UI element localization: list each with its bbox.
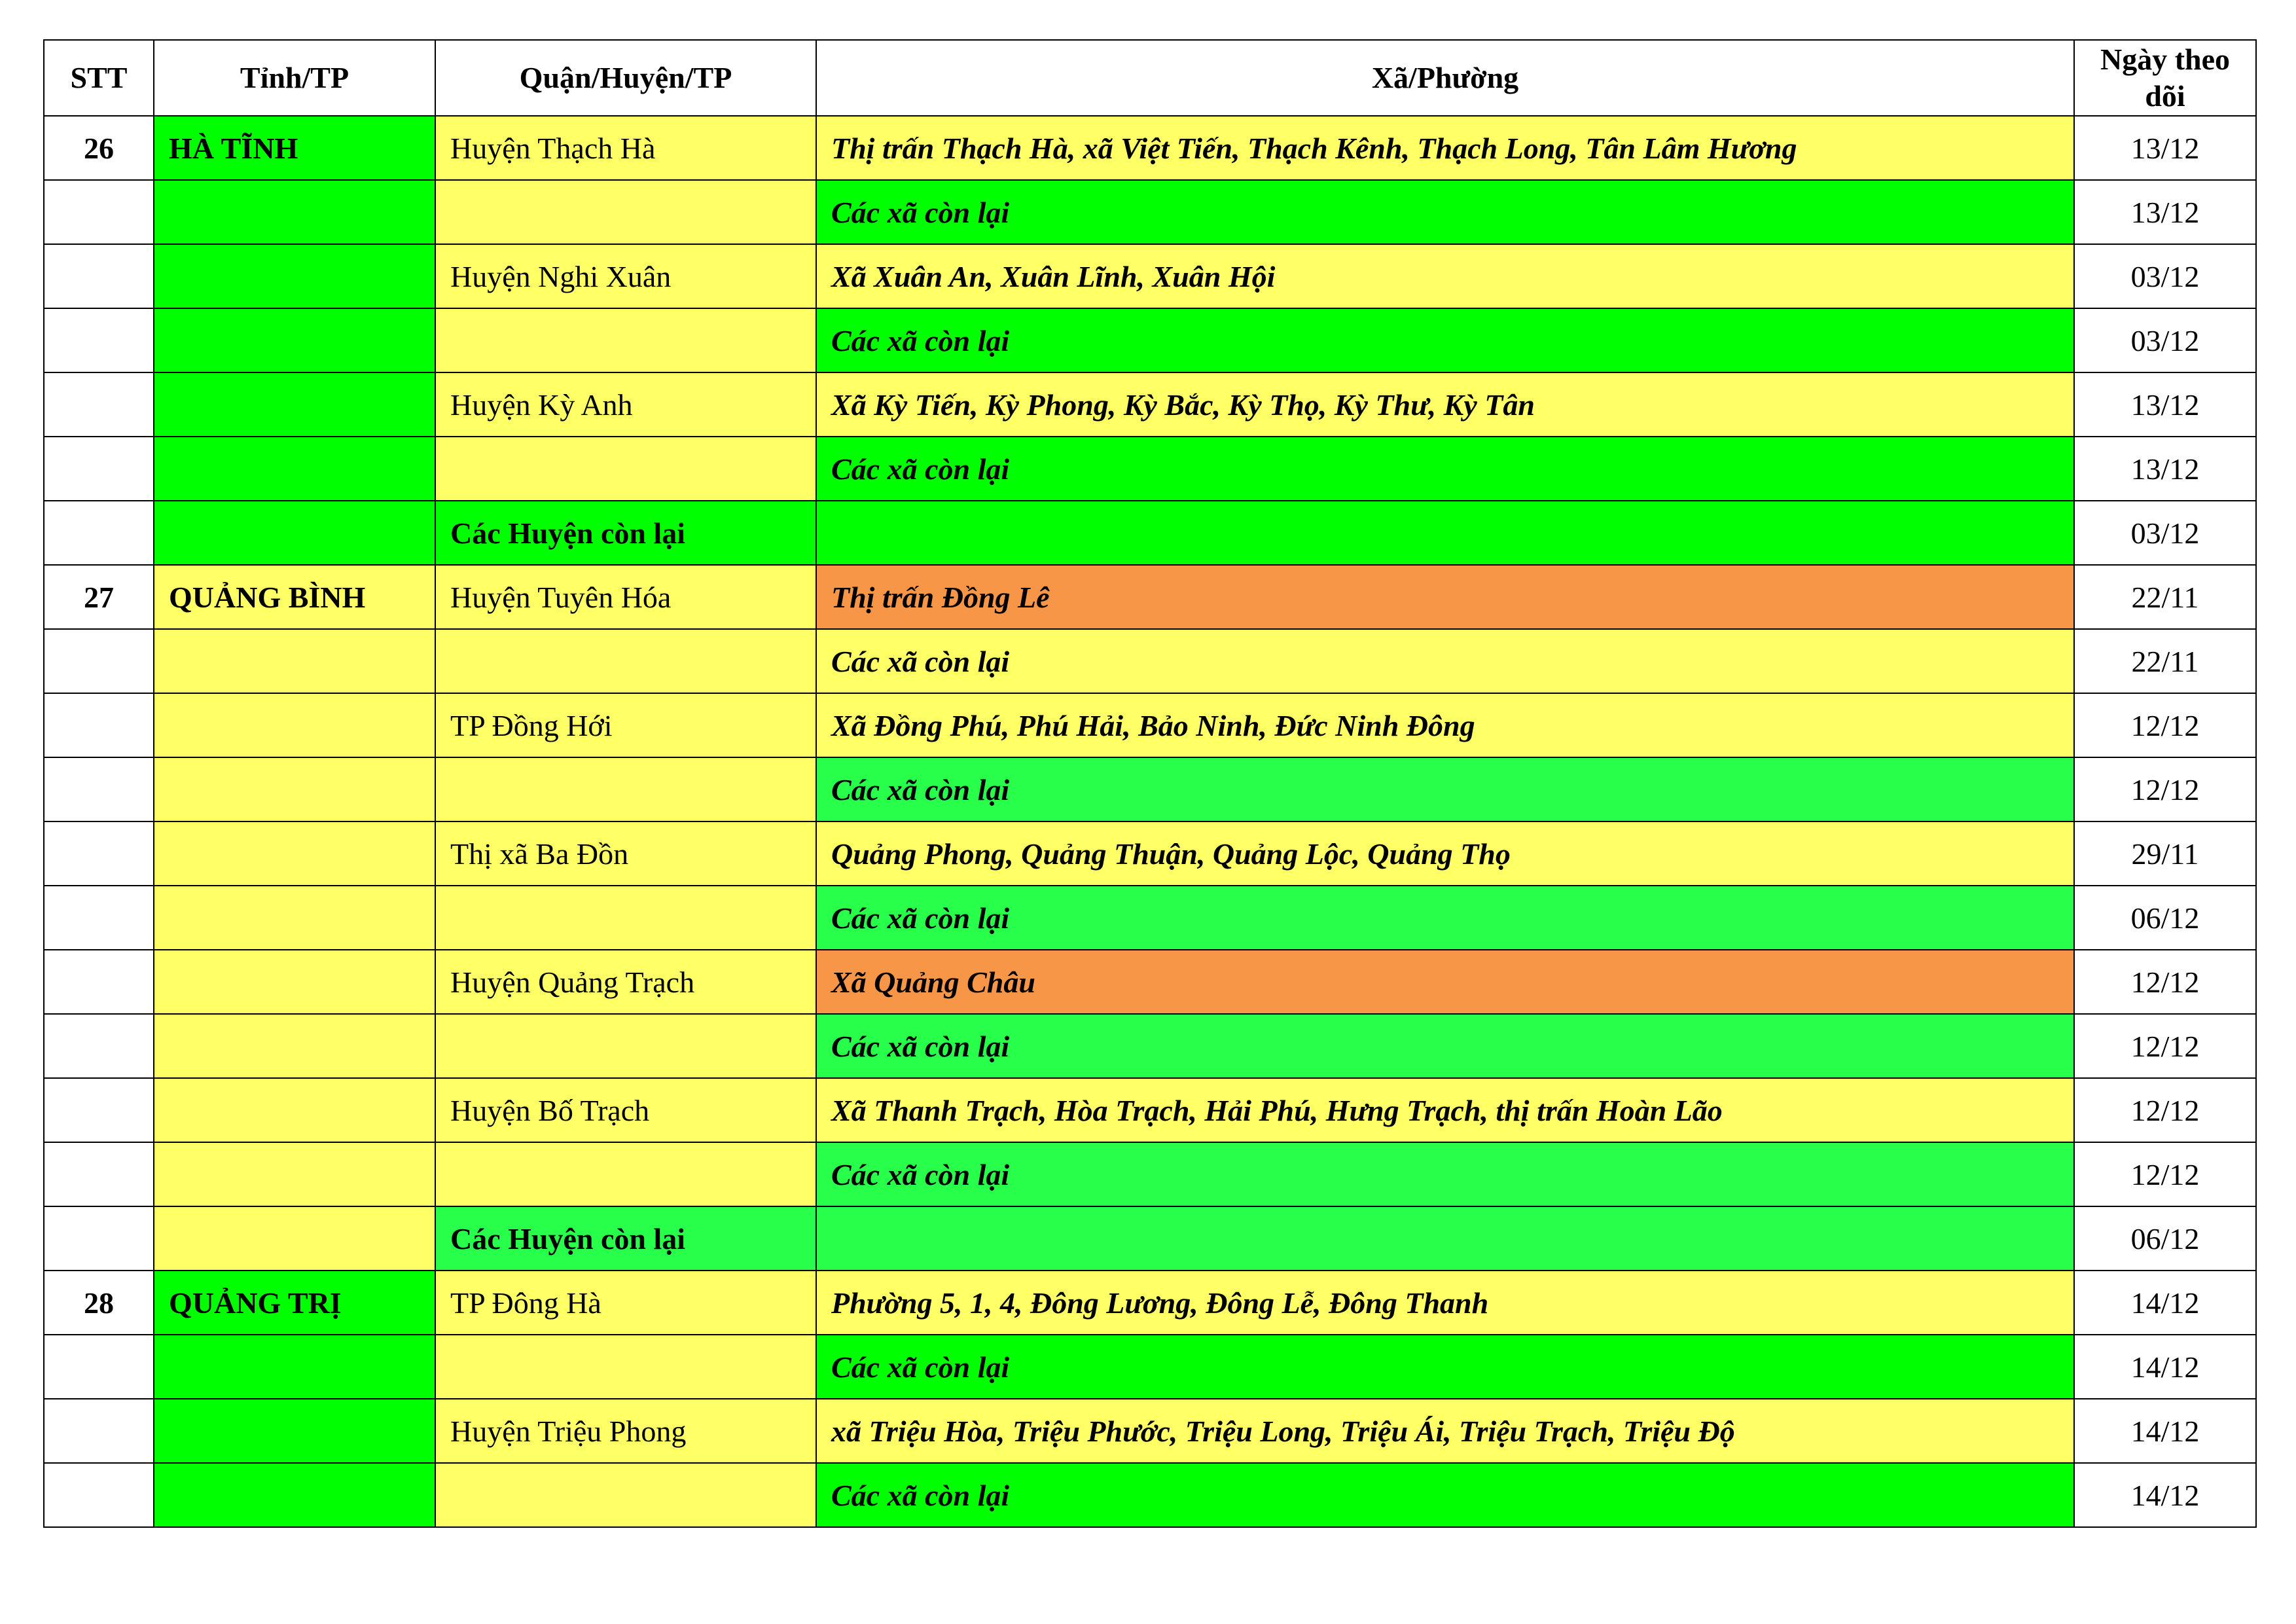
table-row (44, 693, 2256, 757)
table-body (44, 116, 2256, 1527)
district-cell (435, 437, 816, 501)
stt-cell (44, 1142, 154, 1206)
date-cell: 22/11 (2074, 565, 2256, 629)
district-cell (435, 1463, 816, 1527)
stt-cell (44, 757, 154, 821)
table-row (44, 1463, 2256, 1527)
province-cell (154, 1399, 435, 1463)
ward-cell: Các xã còn lại (816, 629, 2074, 693)
stt-cell: 28 (44, 1271, 154, 1335)
stt-cell (44, 886, 154, 950)
ward-cell: Xã Kỳ Tiến, Kỳ Phong, Kỳ Bắc, Kỳ Thọ, Kỳ Thư, Kỳ Tân (816, 372, 2074, 437)
province-cell (154, 629, 435, 693)
district-cell (435, 629, 816, 693)
header-date: Ngày theo dõi (2074, 40, 2256, 116)
stt-cell (44, 308, 154, 372)
date-cell: 14/12 (2074, 1335, 2256, 1399)
date-cell: 14/12 (2074, 1463, 2256, 1527)
ward-cell: Phường 5, 1, 4, Đông Lương, Đông Lễ, Đông Thanh (816, 1271, 2074, 1335)
table-row (44, 372, 2256, 437)
date-cell: 12/12 (2074, 1078, 2256, 1142)
province-cell (154, 437, 435, 501)
district-cell: TP Đông Hà (435, 1271, 816, 1335)
ward-cell: Xã Đồng Phú, Phú Hải, Bảo Ninh, Đức Ninh Đông (816, 693, 2074, 757)
stt-cell: 26 (44, 116, 154, 180)
stt-cell (44, 950, 154, 1014)
province-cell (154, 308, 435, 372)
stt-cell (44, 1206, 154, 1271)
table-row (44, 565, 2256, 629)
table-row (44, 821, 2256, 886)
district-cell (435, 757, 816, 821)
district-cell: TP Đồng Hới (435, 693, 816, 757)
date-cell: 12/12 (2074, 950, 2256, 1014)
table-row (44, 308, 2256, 372)
tracking-table-sheet (43, 39, 2255, 1528)
stt-cell (44, 1463, 154, 1527)
province-cell (154, 886, 435, 950)
ward-cell: Các xã còn lại (816, 437, 2074, 501)
table-row (44, 1014, 2256, 1078)
ward-cell: Các xã còn lại (816, 1014, 2074, 1078)
date-cell: 03/12 (2074, 308, 2256, 372)
ward-cell: Các xã còn lại (816, 180, 2074, 244)
table-row (44, 1399, 2256, 1463)
date-cell: 13/12 (2074, 437, 2256, 501)
date-cell: 06/12 (2074, 1206, 2256, 1271)
table-row (44, 116, 2256, 180)
district-cell (435, 1142, 816, 1206)
table-row (44, 1078, 2256, 1142)
ward-cell: Xã Thanh Trạch, Hòa Trạch, Hải Phú, Hưng Trạch, thị trấn Hoàn Lão (816, 1078, 2074, 1142)
ward-cell (816, 501, 2074, 565)
province-cell (154, 1014, 435, 1078)
date-cell: 12/12 (2074, 757, 2256, 821)
district-cell: Huyện Bố Trạch (435, 1078, 816, 1142)
date-cell: 13/12 (2074, 116, 2256, 180)
date-cell: 29/11 (2074, 821, 2256, 886)
district-cell: Huyện Quảng Trạch (435, 950, 816, 1014)
district-cell (435, 1335, 816, 1399)
ward-cell: Các xã còn lại (816, 886, 2074, 950)
tracking-table (43, 39, 2257, 1528)
table-row (44, 180, 2256, 244)
date-cell: 03/12 (2074, 244, 2256, 308)
province-cell (154, 693, 435, 757)
stt-cell (44, 821, 154, 886)
stt-cell (44, 1078, 154, 1142)
date-cell: 12/12 (2074, 1142, 2256, 1206)
district-cell: Huyện Thạch Hà (435, 116, 816, 180)
district-cell: Huyện Triệu Phong (435, 1399, 816, 1463)
district-cell (435, 308, 816, 372)
district-cell: Các Huyện còn lại (435, 1206, 816, 1271)
province-cell (154, 1142, 435, 1206)
province-cell: HÀ TĨNH (154, 116, 435, 180)
date-cell: 12/12 (2074, 693, 2256, 757)
ward-cell: Các xã còn lại (816, 1142, 2074, 1206)
date-cell: 12/12 (2074, 1014, 2256, 1078)
table-row (44, 629, 2256, 693)
province-cell (154, 1206, 435, 1271)
header-province: Tỉnh/TP (154, 40, 435, 116)
header-ward: Xã/Phường (816, 40, 2074, 116)
district-cell (435, 886, 816, 950)
ward-cell: Thị trấn Thạch Hà, xã Việt Tiến, Thạch Kênh, Thạch Long, Tân Lâm Hương (816, 116, 2074, 180)
ward-cell: Quảng Phong, Quảng Thuận, Quảng Lộc, Quảng Thọ (816, 821, 2074, 886)
stt-cell (44, 372, 154, 437)
stt-cell (44, 501, 154, 565)
ward-cell: Các xã còn lại (816, 757, 2074, 821)
province-cell (154, 950, 435, 1014)
stt-cell (44, 244, 154, 308)
table-row (44, 1335, 2256, 1399)
district-cell: Huyện Tuyên Hóa (435, 565, 816, 629)
ward-cell: xã Triệu Hòa, Triệu Phước, Triệu Long, Triệu Ái, Triệu Trạch, Triệu Độ (816, 1399, 2074, 1463)
date-cell: 13/12 (2074, 180, 2256, 244)
date-cell: 22/11 (2074, 629, 2256, 693)
province-cell (154, 501, 435, 565)
stt-cell (44, 629, 154, 693)
date-cell: 03/12 (2074, 501, 2256, 565)
district-cell (435, 180, 816, 244)
table-row (44, 757, 2256, 821)
district-cell: Các Huyện còn lại (435, 501, 816, 565)
province-cell (154, 1078, 435, 1142)
stt-cell: 27 (44, 565, 154, 629)
table-row (44, 1206, 2256, 1271)
province-cell (154, 244, 435, 308)
table-row (44, 950, 2256, 1014)
table-row (44, 1271, 2256, 1335)
table-row (44, 1142, 2256, 1206)
date-cell: 14/12 (2074, 1271, 2256, 1335)
table-row (44, 501, 2256, 565)
table-header-row (44, 40, 2256, 116)
header-stt: STT (44, 40, 154, 116)
stt-cell (44, 693, 154, 757)
date-cell: 13/12 (2074, 372, 2256, 437)
province-cell (154, 821, 435, 886)
ward-cell (816, 1206, 2074, 1271)
stt-cell (44, 1335, 154, 1399)
province-cell (154, 757, 435, 821)
province-cell (154, 1463, 435, 1527)
date-cell: 06/12 (2074, 886, 2256, 950)
ward-cell: Các xã còn lại (816, 1463, 2074, 1527)
district-cell: Thị xã Ba Đồn (435, 821, 816, 886)
table-row (44, 437, 2256, 501)
table-row (44, 244, 2256, 308)
date-cell: 14/12 (2074, 1399, 2256, 1463)
stt-cell (44, 1014, 154, 1078)
district-cell: Huyện Kỳ Anh (435, 372, 816, 437)
stt-cell (44, 180, 154, 244)
province-cell (154, 180, 435, 244)
stt-cell (44, 1399, 154, 1463)
district-cell: Huyện Nghi Xuân (435, 244, 816, 308)
ward-cell: Xã Quảng Châu (816, 950, 2074, 1014)
ward-cell: Các xã còn lại (816, 308, 2074, 372)
header-district: Quận/Huyện/TP (435, 40, 816, 116)
ward-cell: Thị trấn Đồng Lê (816, 565, 2074, 629)
district-cell (435, 1014, 816, 1078)
ward-cell: Các xã còn lại (816, 1335, 2074, 1399)
table-row (44, 886, 2256, 950)
province-cell: QUẢNG TRỊ (154, 1271, 435, 1335)
province-cell (154, 1335, 435, 1399)
province-cell: QUẢNG BÌNH (154, 565, 435, 629)
ward-cell: Xã Xuân An, Xuân Lĩnh, Xuân Hội (816, 244, 2074, 308)
stt-cell (44, 437, 154, 501)
province-cell (154, 372, 435, 437)
